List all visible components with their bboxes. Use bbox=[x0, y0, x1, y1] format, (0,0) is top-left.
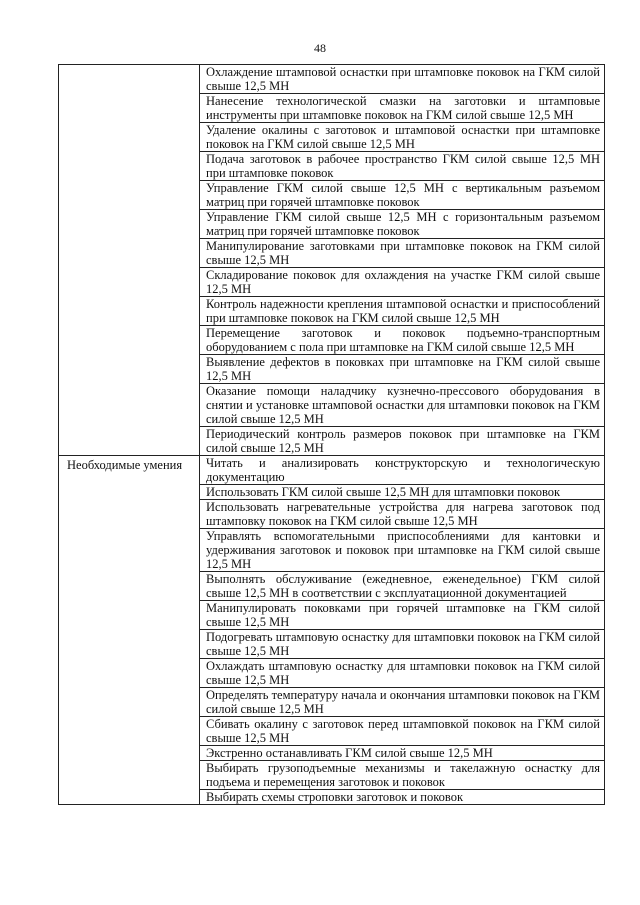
list-item: Складирование поковок для охлаждения на участке ГКМ силой свыше 12,5 МН bbox=[200, 268, 604, 297]
list-item: Сбивать окалину с заготовок перед штамповкой поковок на ГКМ силой свыше 12,5 МН bbox=[200, 717, 604, 746]
list-item: Удаление окалины с заготовок и штамповой оснастки при штамповке поковок на ГКМ силой свыше 12,5 МН bbox=[200, 123, 604, 152]
requirements-table bbox=[58, 64, 605, 805]
list-item: Оказание помощи наладчику кузнечно-прессового оборудования в снятии и установке штамповой оснастки для штамповки поковок на ГКМ силой свыше 12,5 МН bbox=[200, 384, 604, 427]
list-item: Подогревать штамповую оснастку для штамповки поковок на ГКМ силой свыше 12,5 МН bbox=[200, 630, 604, 659]
page-number: 48 bbox=[314, 41, 326, 55]
section-label-cell bbox=[59, 65, 200, 456]
list-item: Манипулирование заготовками при штамповке поковок на ГКМ силой свыше 12,5 МН bbox=[200, 239, 604, 268]
section-items-cell bbox=[200, 65, 605, 456]
section-row-skills bbox=[59, 456, 605, 805]
list-item: Нанесение технологической смазки на заготовки и штамповые инструменты при штамповке поковок на ГКМ силой свыше 12,5 МН bbox=[200, 94, 604, 123]
list-item: Охлаждение штамповой оснастки при штамповке поковок на ГКМ силой свыше 12,5 МН bbox=[200, 65, 604, 94]
list-item: Управление ГКМ силой свыше 12,5 МН с горизонтальным разъемом матриц при горячей штамповке поковок bbox=[200, 210, 604, 239]
list-item: Экстренно останавливать ГКМ силой свыше 12,5 МН bbox=[200, 746, 604, 761]
list-item: Охлаждать штамповую оснастку для штамповки поковок на ГКМ силой свыше 12,5 МН bbox=[200, 659, 604, 688]
section-row-actions bbox=[59, 65, 605, 456]
list-item: Подача заготовок в рабочее пространство ГКМ силой свыше 12,5 МН при штамповке поковок bbox=[200, 152, 604, 181]
section-label: Необходимые умения bbox=[67, 458, 183, 472]
list-item: Выполнять обслуживание (ежедневное, еженедельное) ГКМ силой свыше 12,5 МН в соответствии с эксплуатационной документацией bbox=[200, 572, 604, 601]
list-item: Перемещение заготовок и поковок подъемно-транспортным оборудованием с пола при штамповке на ГКМ силой свыше 12,5 МН bbox=[200, 326, 604, 355]
list-item: Периодический контроль размеров поковок при штамповке на ГКМ силой свыше 12,5 МН bbox=[206, 427, 600, 455]
list-item: Контроль надежности крепления штамповой оснастки и приспособлений при штамповке поковок на ГКМ силой свыше 12,5 МН bbox=[200, 297, 604, 326]
list-item: Использовать нагревательные устройства для нагрева заготовок под штамповку поковок на ГКМ силой свыше 12,5 МН bbox=[200, 500, 604, 529]
list-item: Использовать ГКМ силой свыше 12,5 МН для штамповки поковок bbox=[200, 485, 604, 500]
list-item: Выбирать грузоподъемные механизмы и такелажную оснастку для подъема и перемещения заготовок и поковок bbox=[200, 761, 604, 790]
section-label-cell bbox=[59, 456, 200, 805]
list-item: Манипулировать поковками при горячей штамповке на ГКМ силой свыше 12,5 МН bbox=[200, 601, 604, 630]
list-item: Выявление дефектов в поковках при штамповке на ГКМ силой свыше 12,5 МН bbox=[200, 355, 604, 384]
list-item: Управление ГКМ силой свыше 12,5 МН с вертикальным разъемом матриц при горячей штамповке поковок bbox=[200, 181, 604, 210]
list-item: Определять температуру начала и окончания штамповки поковок на ГКМ силой свыше 12,5 МН bbox=[200, 688, 604, 717]
section-label bbox=[59, 65, 199, 67]
list-item: Читать и анализировать конструкторскую и технологическую документацию bbox=[200, 456, 604, 485]
section-items-cell bbox=[200, 456, 605, 805]
list-item: Управлять вспомогательными приспособлениями для кантовки и удерживания заготовок и поковок при штамповке на ГКМ силой свыше 12,5 МН bbox=[200, 529, 604, 572]
list-item: Выбирать схемы строповки заготовок и поковок bbox=[206, 790, 464, 804]
